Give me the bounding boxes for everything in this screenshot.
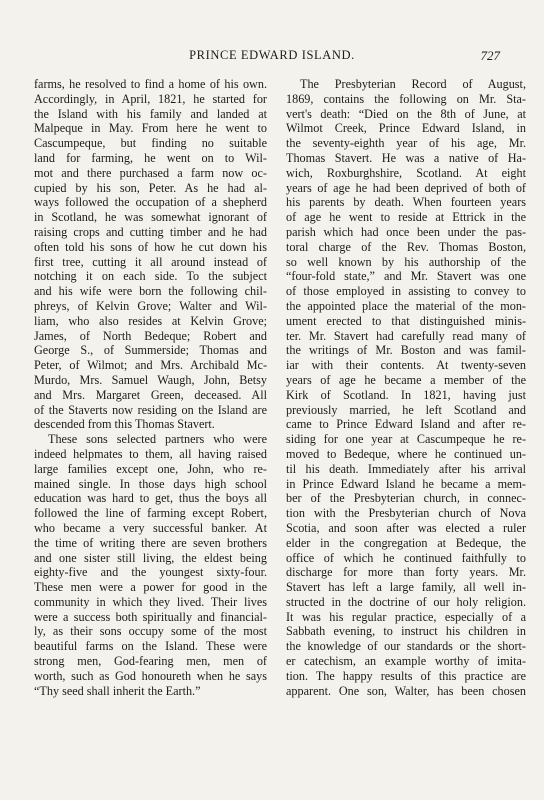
text-line: ly, as their sons occupy some of the most [34, 624, 267, 639]
text-line: years of age he had been deprived of both of [286, 180, 526, 195]
text-line: ber of the Presbyterian church, in connec- [286, 491, 526, 506]
text-line: years of age he became a member of the [286, 372, 526, 387]
text-line: James, of North Bedeque; Robert and [34, 328, 267, 343]
text-line: descended from this Thomas Stavert. [34, 417, 215, 432]
left-text-column [34, 77, 267, 698]
text-line: farms, he resolved to find a home of his own. [34, 77, 267, 91]
text-line: The Presbyterian Record of August, [300, 77, 526, 91]
text-line: elder in the congregation at Bedeque, the [286, 535, 526, 550]
text-line: followed the line of farming except Robert, [34, 506, 267, 521]
text-line: moved to Bedeque, where he continued un- [286, 446, 526, 461]
text-line: raising crops and cutting timber and he had [34, 224, 267, 239]
text-line: strong men, God-fearing men, men of [34, 654, 267, 669]
text-line: of those employed in assisting to convey to [286, 284, 526, 299]
text-line: the Island with his family and landed at [34, 106, 267, 121]
text-line: iar with their contents. At twenty-seven [286, 358, 526, 373]
text-line: of the Staverts now residing on the Island are [34, 402, 267, 417]
text-line: the time of writing there are seven brothers [34, 535, 267, 550]
text-line: 1869, contains the following on Mr. Sta- [286, 91, 526, 106]
text-line: indeed helpmates to them, all having raised [34, 446, 267, 461]
running-head [0, 48, 544, 64]
text-line: his parents by death. When fourteen years [286, 195, 526, 210]
text-line: so well known by his authorship of the [286, 254, 526, 269]
text-line: ter. Mr. Stavert had carefully read many of [286, 328, 526, 343]
text-line: structed in the doctrine of our holy religion. [286, 594, 526, 609]
text-line: til his death. Immediately after his arrival [286, 461, 526, 476]
text-line: Accordingly, in April, 1821, he started for [34, 91, 267, 106]
text-line: ways followed the occupation of a shepherd [34, 195, 267, 210]
text-line: ument erected to that distinguished minis- [286, 313, 526, 328]
text-line: office of which he continued faithfully to [286, 550, 526, 565]
text-line: eighty-five and the youngest sixty-four. [34, 565, 267, 580]
text-line: “four-fold state,” and Mr. Stavert was one [286, 269, 526, 284]
text-line: phreys, of Kelvin Grove; Walter and Wil- [34, 298, 267, 313]
text-line: of age he went to reside at Ettrick in the [286, 210, 526, 225]
text-line: These men were a power for good in the [34, 580, 267, 595]
text-line: Sabbath evening, to instruct his children in [286, 624, 526, 639]
text-line: often told his sons of how he cut down his [34, 239, 267, 254]
text-line: community in which they lived. Their lives [34, 594, 267, 609]
text-line: toral charge of the Rev. Thomas Boston, [286, 239, 526, 254]
text-line: in Prince Edward Island he became a mem- [286, 476, 526, 491]
right-text-column [286, 77, 526, 698]
text-line: mot and there purchased a farm now oc- [34, 165, 267, 180]
text-line: and one sister still living, the eldest being [34, 550, 267, 565]
text-line: These sons selected partners who were [48, 432, 267, 447]
text-line: the writings of Mr. Boston and was famil- [286, 343, 526, 358]
text-line: previously married, he left Scotland and [286, 402, 526, 417]
text-line: Stavert has left a large family, all well in- [286, 580, 526, 595]
text-line: siding for one year at Cascumpeque he re- [286, 432, 526, 447]
text-line: first tree, cutting it all around instead of [34, 254, 267, 269]
text-line: and his wife were born the following chil- [34, 284, 267, 299]
text-line: Thomas Stavert. He was a native of Ha- [286, 150, 526, 165]
text-line: Malpeque in May. From here he went to [34, 121, 267, 136]
text-line: wich, Roxburghshire, Scotland. At eight [286, 165, 526, 180]
text-line: notching it on each side. To the subject [34, 269, 267, 284]
text-line: Kirk of Scotland. In 1821, having just [286, 387, 526, 402]
text-line: Cascumpeque, but finding no suitable [34, 136, 267, 151]
text-line: Murdo, Mrs. Samuel Waugh, John, Betsy [34, 372, 267, 387]
text-line: er catechism, an example worthy of imita- [286, 654, 526, 669]
text-line: cupied by his son, Peter. As he had al- [34, 180, 267, 195]
text-line: Wilmot Creek, Prince Edward Island, in [286, 121, 526, 136]
text-line: “Thy seed shall inherit the Earth.” [34, 683, 201, 698]
text-line: discharge for more than forty years. Mr. [286, 565, 526, 580]
text-line: education was hard to get, thus the boys all [34, 491, 267, 506]
text-line: apparent. One son, Walter, has been chosen [286, 683, 526, 698]
text-line: came to Prince Edward Island and after re- [286, 417, 526, 432]
text-line: vert's death: “Died on the 8th of June, at [286, 106, 526, 121]
text-line: large families except one, John, who re- [34, 461, 267, 476]
text-line: tion with the Presbyterian church of Nova [286, 506, 526, 521]
text-line: liam, who also resides at Kelvin Grove; [34, 313, 267, 328]
text-line: mained single. In those days high school [34, 476, 267, 491]
text-line: who became a very successful banker. At [34, 520, 267, 535]
text-line: the knowledge of our standards or the short- [286, 639, 526, 654]
text-line: George S., of Summerside; Thomas and [34, 343, 267, 358]
text-line: in Scotland, he was somewhat ignorant of [34, 210, 267, 225]
text-line: tion. The happy results of this practice are [286, 668, 526, 683]
text-line: the appointed place the material of the mon- [286, 298, 526, 313]
text-line: Scotia, and soon after was elected a ruler [286, 520, 526, 535]
text-line: Peter, of Wilmot; and Mrs. Archibald Mc- [34, 358, 267, 373]
text-line: beautiful farms on the Island. These were [34, 639, 267, 654]
text-line: It was his regular practice, especially of a [286, 609, 526, 624]
text-line: were a success both spiritually and financial- [34, 609, 267, 624]
text-line: land for farming, he went on to Wil- [34, 150, 267, 165]
page-number: 727 [480, 48, 500, 63]
text-line: parish which had once been under the pas- [286, 224, 526, 239]
text-line: and Mrs. Margaret Green, deceased. All [34, 387, 267, 402]
text-line: worth, such as God honoureth when he says [34, 668, 267, 683]
text-line: the seventy-eighth year of his age, Mr. [286, 136, 526, 151]
page-title: PRINCE EDWARD ISLAND. [189, 48, 355, 62]
